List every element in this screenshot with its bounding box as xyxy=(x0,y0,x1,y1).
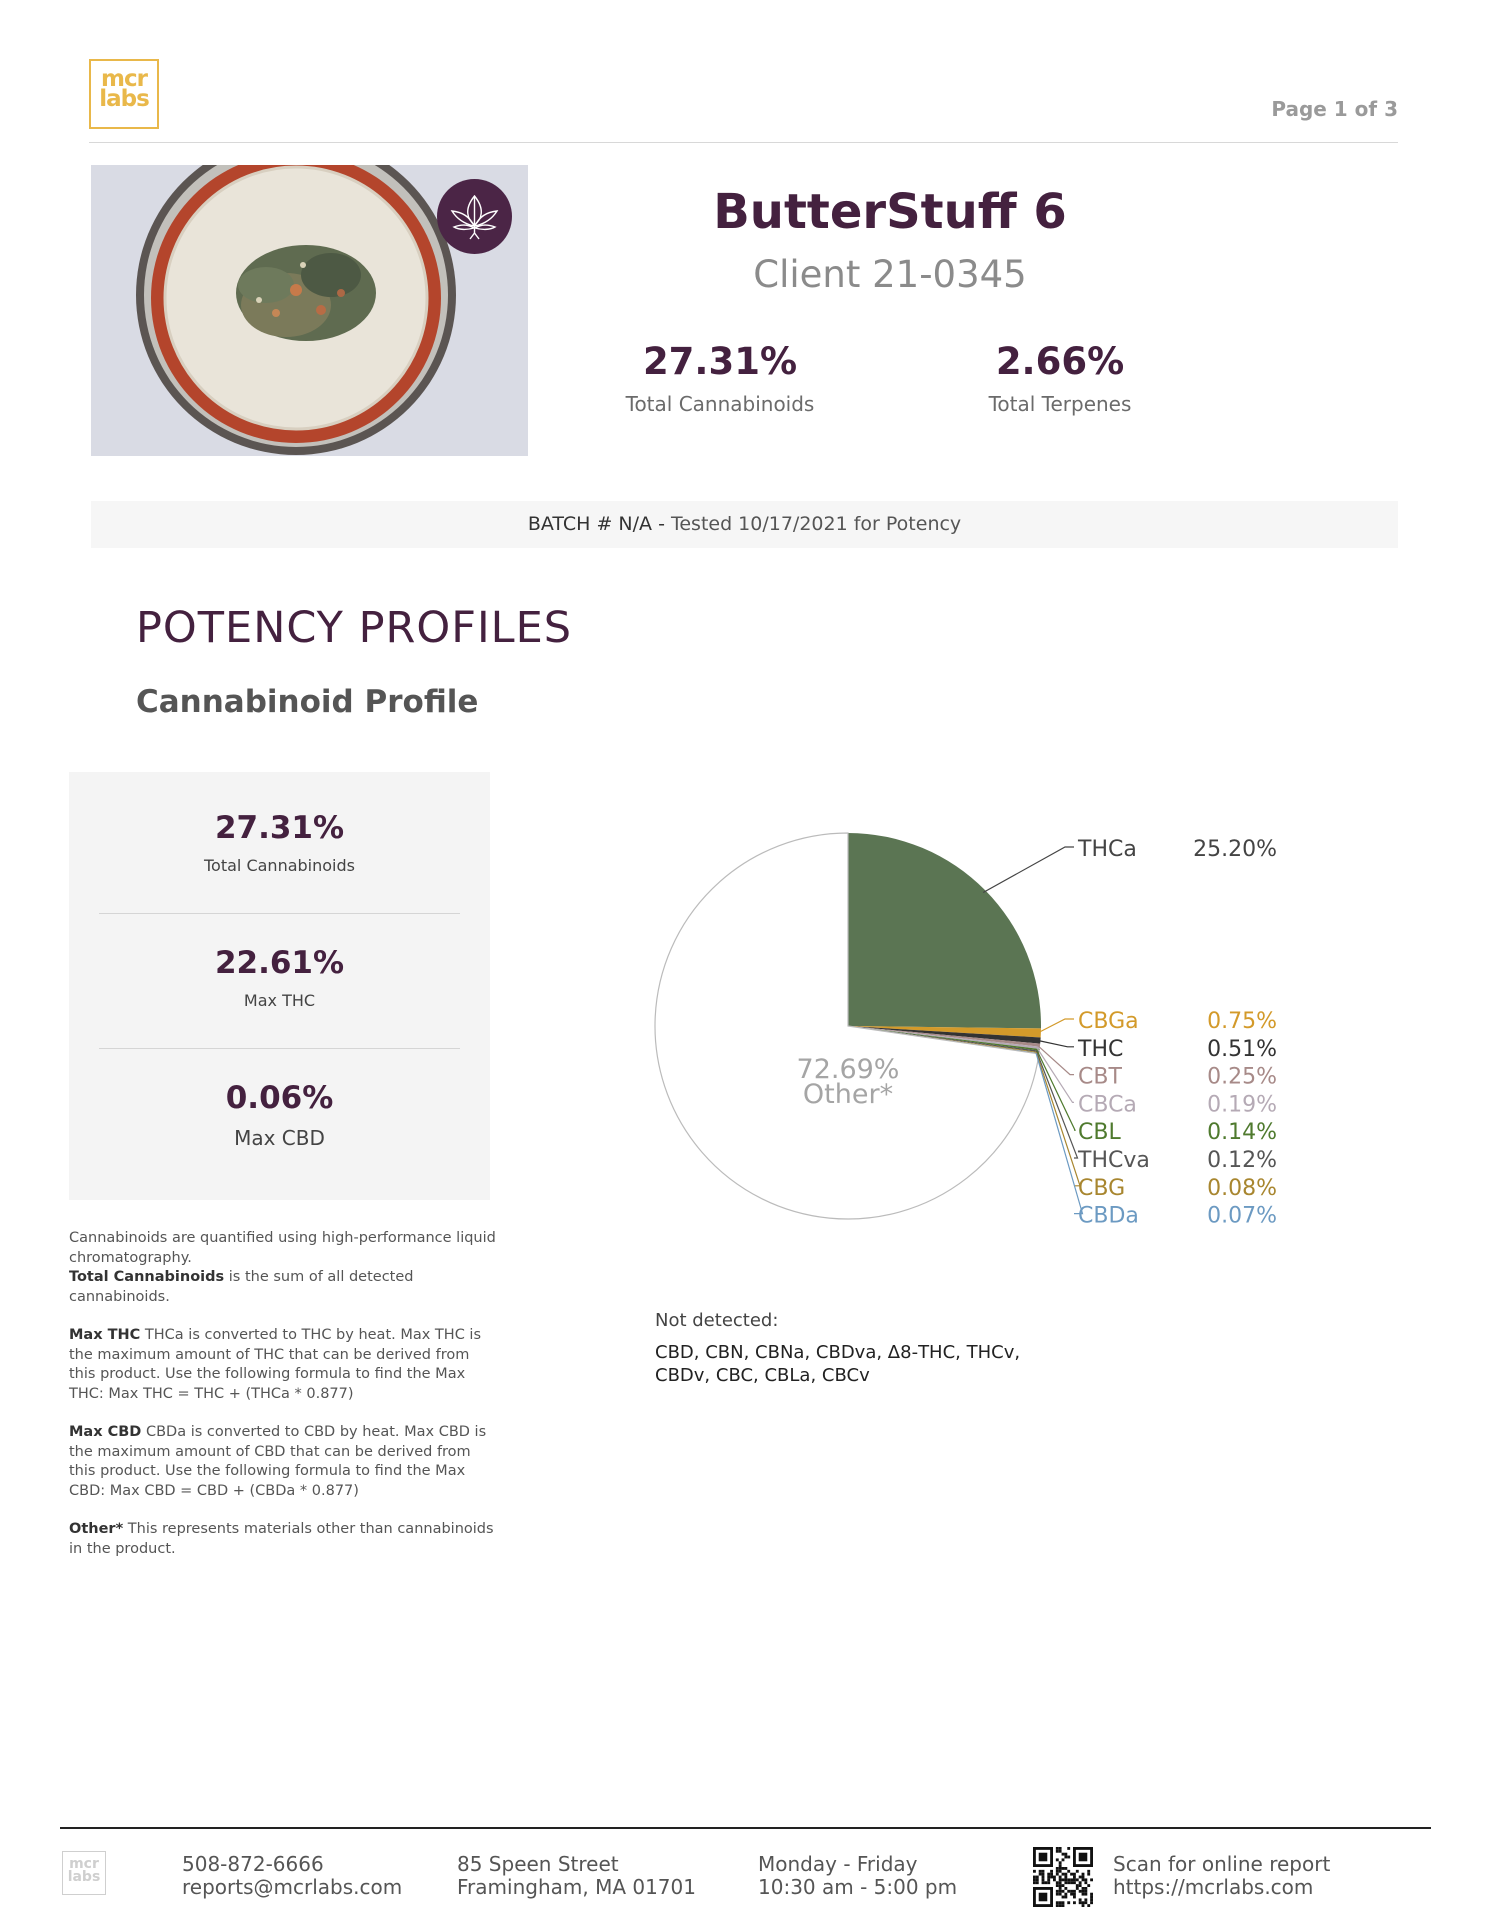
note-max-thc xyxy=(69,1326,499,1404)
page-number: Page 1 of 3 xyxy=(1271,97,1398,121)
footer-days: Monday - Friday xyxy=(758,1852,918,1876)
note-text: This represents materials other than cannabinoids in the product. xyxy=(69,1521,494,1557)
note-text: THCa is converted to THC by heat. Max THC is the maximum amount of THC that can be derived from this product. Use the following formula to find the Max THC: Max THC = THC + (THCa * 0.877) xyxy=(69,1327,482,1402)
summary-total-cannabinoids xyxy=(69,810,490,875)
note-other xyxy=(69,1520,499,1559)
pie-label-cbl: CBL xyxy=(1078,1120,1121,1146)
summary-label: Total Cannabinoids xyxy=(204,856,355,875)
pie-label-thca: THCa xyxy=(1078,837,1137,862)
summary-label: Max THC xyxy=(243,991,316,1010)
footer-divider xyxy=(60,1827,1431,1829)
footer-contact xyxy=(182,1853,402,1899)
summary-max-cbd xyxy=(69,1080,490,1150)
footer-logo-line1: mcr xyxy=(69,1856,99,1872)
batch-info-bar xyxy=(91,501,1398,548)
footer-phone[interactable]: 508-872-6666 xyxy=(182,1852,324,1876)
pie-label-cbga: CBGa xyxy=(1078,1009,1139,1034)
pie-label-cbca: CBCa xyxy=(1078,1092,1137,1118)
pie-value-cbca: 0.19% xyxy=(1207,1092,1277,1118)
note-bold: Max THC xyxy=(69,1327,141,1343)
summary-label: Max CBD xyxy=(234,1126,325,1150)
logo-line1: mcr xyxy=(101,66,147,92)
note-max-cbd xyxy=(69,1423,499,1501)
client-id: Client 21-0345 xyxy=(753,253,1027,296)
cannabinoid-summary-box xyxy=(69,772,490,1200)
footer-url[interactable]: https://mcrlabs.com xyxy=(1113,1875,1314,1899)
note-bold: Max CBD xyxy=(69,1424,142,1440)
not-detected-label: Not detected: xyxy=(655,1310,779,1331)
pie-leader-line xyxy=(1036,1052,1080,1186)
pie-center-value: 72.69% xyxy=(796,1054,900,1085)
footer-time: 10:30 am - 5:00 pm xyxy=(758,1875,958,1899)
batch-number: BATCH # N/A - xyxy=(527,513,665,535)
section-title: POTENCY PROFILES xyxy=(136,603,573,653)
cannabis-leaf-icon xyxy=(437,179,512,254)
summary-value: 27.31% xyxy=(214,810,345,846)
not-detected-section xyxy=(655,1309,1075,1387)
not-detected-list: CBD, CBN, CBNa, CBDva, Δ8-THC, THCv, CBDv, CBC, CBLa, CBCv xyxy=(655,1342,1021,1386)
note-text: is the sum of all detected cannabinoids. xyxy=(69,1269,414,1305)
cannabinoid-pie-chart xyxy=(640,820,1300,1240)
note-bold: Other* xyxy=(69,1521,124,1537)
pie-value-cbt: 0.25% xyxy=(1207,1064,1277,1090)
pie-label-thc: THC xyxy=(1078,1036,1124,1062)
mcr-labs-logo xyxy=(89,59,159,129)
footer-address xyxy=(457,1853,696,1899)
summary-value: 0.06% xyxy=(225,1080,334,1116)
footer-email[interactable]: reports@mcrlabs.com xyxy=(182,1875,403,1899)
pie-leader-line xyxy=(1038,1019,1074,1033)
total-cannabinoids-label: Total Cannabinoids xyxy=(625,392,815,416)
pie-value-thcva: 0.12% xyxy=(1207,1148,1277,1173)
pie-label-cbt: CBT xyxy=(1078,1064,1122,1090)
footer-hours xyxy=(758,1853,957,1899)
pie-label-thcva: THCva xyxy=(1078,1148,1150,1173)
footer-city: Framingham, MA 01701 xyxy=(457,1875,696,1899)
pie-label-cbg: CBG xyxy=(1078,1175,1126,1201)
summary-divider xyxy=(99,913,460,914)
header-divider xyxy=(89,142,1398,143)
pie-value-cbg: 0.08% xyxy=(1207,1175,1277,1201)
logo-line2: labs xyxy=(99,86,149,112)
summary-divider xyxy=(99,1048,460,1049)
pie-label-cbda: CBDa xyxy=(1078,1203,1139,1229)
methodology-notes xyxy=(69,1229,499,1578)
pie-value-thca: 25.20% xyxy=(1193,837,1277,862)
pie-slice-thca xyxy=(848,833,1041,1028)
product-name: ButterStuff 6 xyxy=(713,184,1067,240)
total-cannabinoids-value: 27.31% xyxy=(642,340,798,383)
qr-code-icon[interactable] xyxy=(1033,1847,1093,1907)
footer-scan-label: Scan for online report xyxy=(1113,1852,1331,1876)
note-text: Cannabinoids are quantified using high-performance liquid chromatography. xyxy=(69,1230,496,1266)
summary-value: 22.61% xyxy=(214,945,345,981)
pie-leader-line xyxy=(983,847,1074,892)
total-terpenes-value: 2.66% xyxy=(995,340,1125,383)
total-terpenes-label: Total Terpenes xyxy=(988,392,1132,416)
pie-center-label: Other* xyxy=(802,1079,894,1110)
summary-max-thc xyxy=(69,945,490,1010)
section-subtitle: Cannabinoid Profile xyxy=(136,684,479,720)
footer-scan xyxy=(1113,1853,1330,1899)
pie-value-cbda: 0.07% xyxy=(1207,1203,1277,1229)
batch-test-detail: Tested 10/17/2021 for Potency xyxy=(664,513,962,535)
note-total-cannabinoids xyxy=(69,1229,499,1307)
footer-street: 85 Speen Street xyxy=(457,1852,619,1876)
pie-leader-line xyxy=(1036,1051,1077,1158)
note-text: CBDa is converted to CBD by heat. Max CBD is the maximum amount of CBD that can be derived from this product. Use the following formula to find the Max CBD: Max CBD = CBD + (CBDa * 0.877) xyxy=(69,1424,487,1499)
pie-leader-line xyxy=(1036,1053,1082,1214)
note-bold: Total Cannabinoids xyxy=(69,1269,225,1285)
footer-logo xyxy=(62,1851,106,1895)
pie-value-cbga: 0.75% xyxy=(1207,1009,1277,1034)
pie-leader-line xyxy=(1037,1040,1074,1046)
pie-value-cbl: 0.14% xyxy=(1207,1120,1277,1146)
pie-value-thc: 0.51% xyxy=(1207,1036,1277,1062)
footer-logo-line2: labs xyxy=(67,1869,101,1885)
